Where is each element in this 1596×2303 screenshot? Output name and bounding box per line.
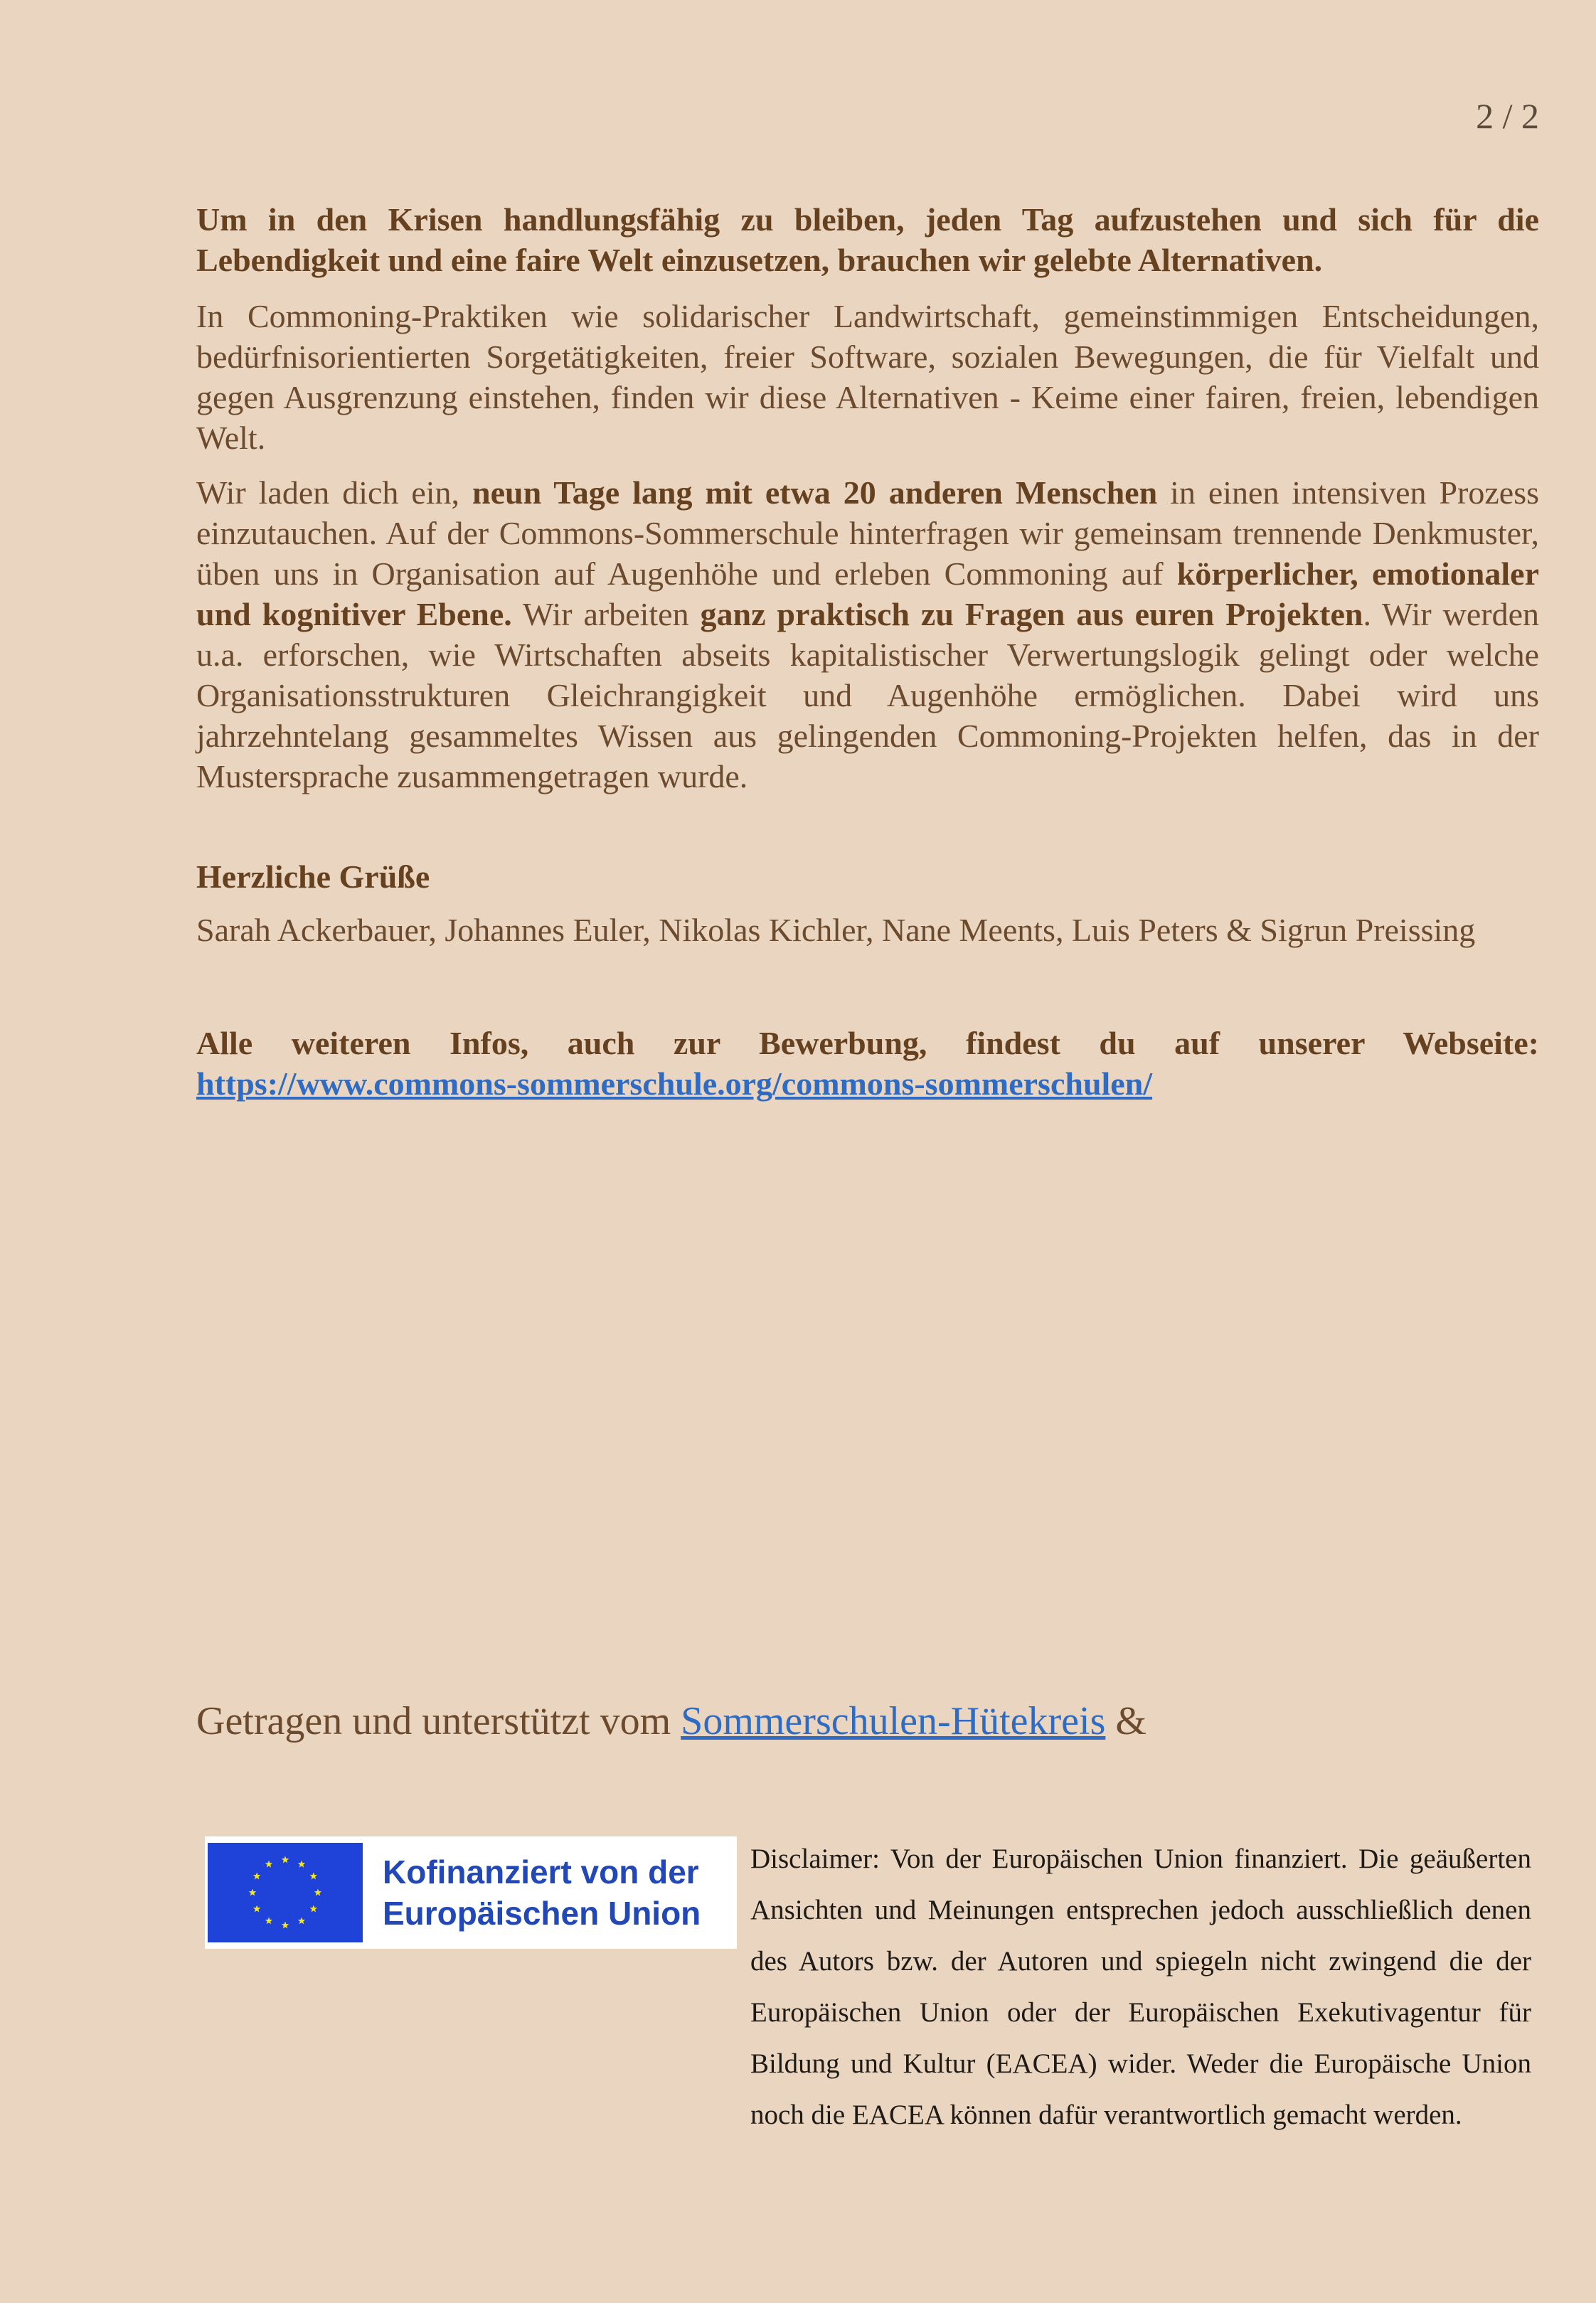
eu-star-icon: [265, 1861, 272, 1868]
eu-star-icon: [314, 1889, 321, 1896]
info-text: Alle weiteren Infos, auch zur Bewerbung, findest du auf unserer Webseite:: [196, 1025, 1539, 1061]
eu-star-icon: [265, 1917, 272, 1924]
invitation-text-1: Wir laden dich ein,: [196, 474, 473, 511]
info-paragraph: [196, 1023, 1539, 1104]
disclaimer: Disclaimer: Von der Europäischen Union finanziert. Die geäußerten Ansichten und Meinungen entsprechen jedoch ausschließlich denen des Autors bzw. der Autoren und spiegeln nicht zwingend die der Europäischen Union oder der Europäischen Exekutivagentur für Bildung und Kultur (EACEA) wider. Weder die Europäische Union noch die EACEA können dafür verantwortlich gemacht werden.: [750, 1844, 1531, 2130]
signers: Sarah Ackerbauer, Johannes Euler, Nikolas Kichler, Nane Meents, Luis Peters & Sigrun Preissing: [196, 912, 1476, 948]
invitation-bold-1: neun Tage lang mit etwa 20 anderen Menschen: [472, 474, 1158, 511]
eu-star-icon: [282, 1856, 289, 1863]
eu-star-icon: [282, 1922, 289, 1929]
eu-cofunding-logo: [205, 1836, 737, 1949]
support-text: Getragen und unterstützt vom: [196, 1699, 681, 1743]
eu-logo-text: [383, 1851, 701, 1934]
eu-star-icon: [298, 1861, 305, 1868]
commoning-paragraph: In Commoning-Praktiken wie solidarischer Landwirtschaft, gemeinstimmigen Entscheidungen, bedürfnisorientierten Sorgetätigkeiten, freier Software, sozialen Bewegungen, die für Vielfalt und gegen Ausgrenzung einstehen, finden wir diese Alternativen - Keime einer fairen, freien, lebendigen Welt.: [196, 298, 1539, 456]
eu-star-icon: [310, 1905, 317, 1913]
eu-star-icon: [253, 1873, 260, 1880]
huetekreis-link[interactable]: Sommerschulen-Hütekreis: [681, 1699, 1106, 1743]
invitation-text-3: Wir arbeiten: [511, 596, 701, 632]
support-line: [196, 1693, 1147, 1750]
eu-flag-icon: [208, 1843, 363, 1942]
eu-star-icon: [253, 1905, 260, 1913]
greeting: Herzliche Grüße: [196, 858, 430, 895]
eu-stars-icon: [208, 1843, 363, 1942]
eu-logo-line-1: Kofinanziert von der: [383, 1853, 699, 1890]
eu-star-icon: [298, 1917, 305, 1924]
main-content: [196, 199, 1539, 1137]
support-suffix: &: [1105, 1699, 1147, 1743]
invitation-text-2: in einen intensiven Prozess einzutauchen. Auf der Commons-Sommerschule hinterfragen wir gemeinsam trennende Denkmuster, üben uns in Organisation auf Augenhöhe und erleben Commoning auf: [196, 474, 1539, 592]
intro-paragraph: Um in den Krisen handlungsfähig zu bleiben, jeden Tag aufzustehen und sich für die Lebendigkeit und eine faire Welt einzusetzen, brauchen wir gelebte Alternativen.: [196, 201, 1539, 278]
invitation-bold-3: ganz praktisch zu Fragen aus euren Projekten: [700, 596, 1363, 632]
eu-star-icon: [249, 1889, 256, 1896]
invitation-text-4: . Wir werden u.a. erforschen, wie Wirtschaften abseits kapitalistischer Verwertungslogik gelingt oder welche Organisationsstrukturen Gleichrangigkeit und Augenhöhe ermöglichen. Dabei wird uns jahrzehntelang gesammeltes Wissen aus gelingenden Commoning-Projekten helfen, das in der Mustersprache zusammengetragen wurde.: [196, 596, 1539, 794]
eu-star-icon: [310, 1873, 317, 1880]
invitation-bold-2: körperlicher, emotionaler und kognitiver Ebene.: [196, 555, 1539, 632]
website-link[interactable]: https://www.commons-sommerschule.org/commons-sommerschulen/: [196, 1065, 1153, 1102]
invitation-paragraph: [196, 472, 1539, 797]
eu-logo-line-2: Europäischen Union: [383, 1895, 701, 1932]
page-number: 2 / 2: [1476, 96, 1539, 136]
